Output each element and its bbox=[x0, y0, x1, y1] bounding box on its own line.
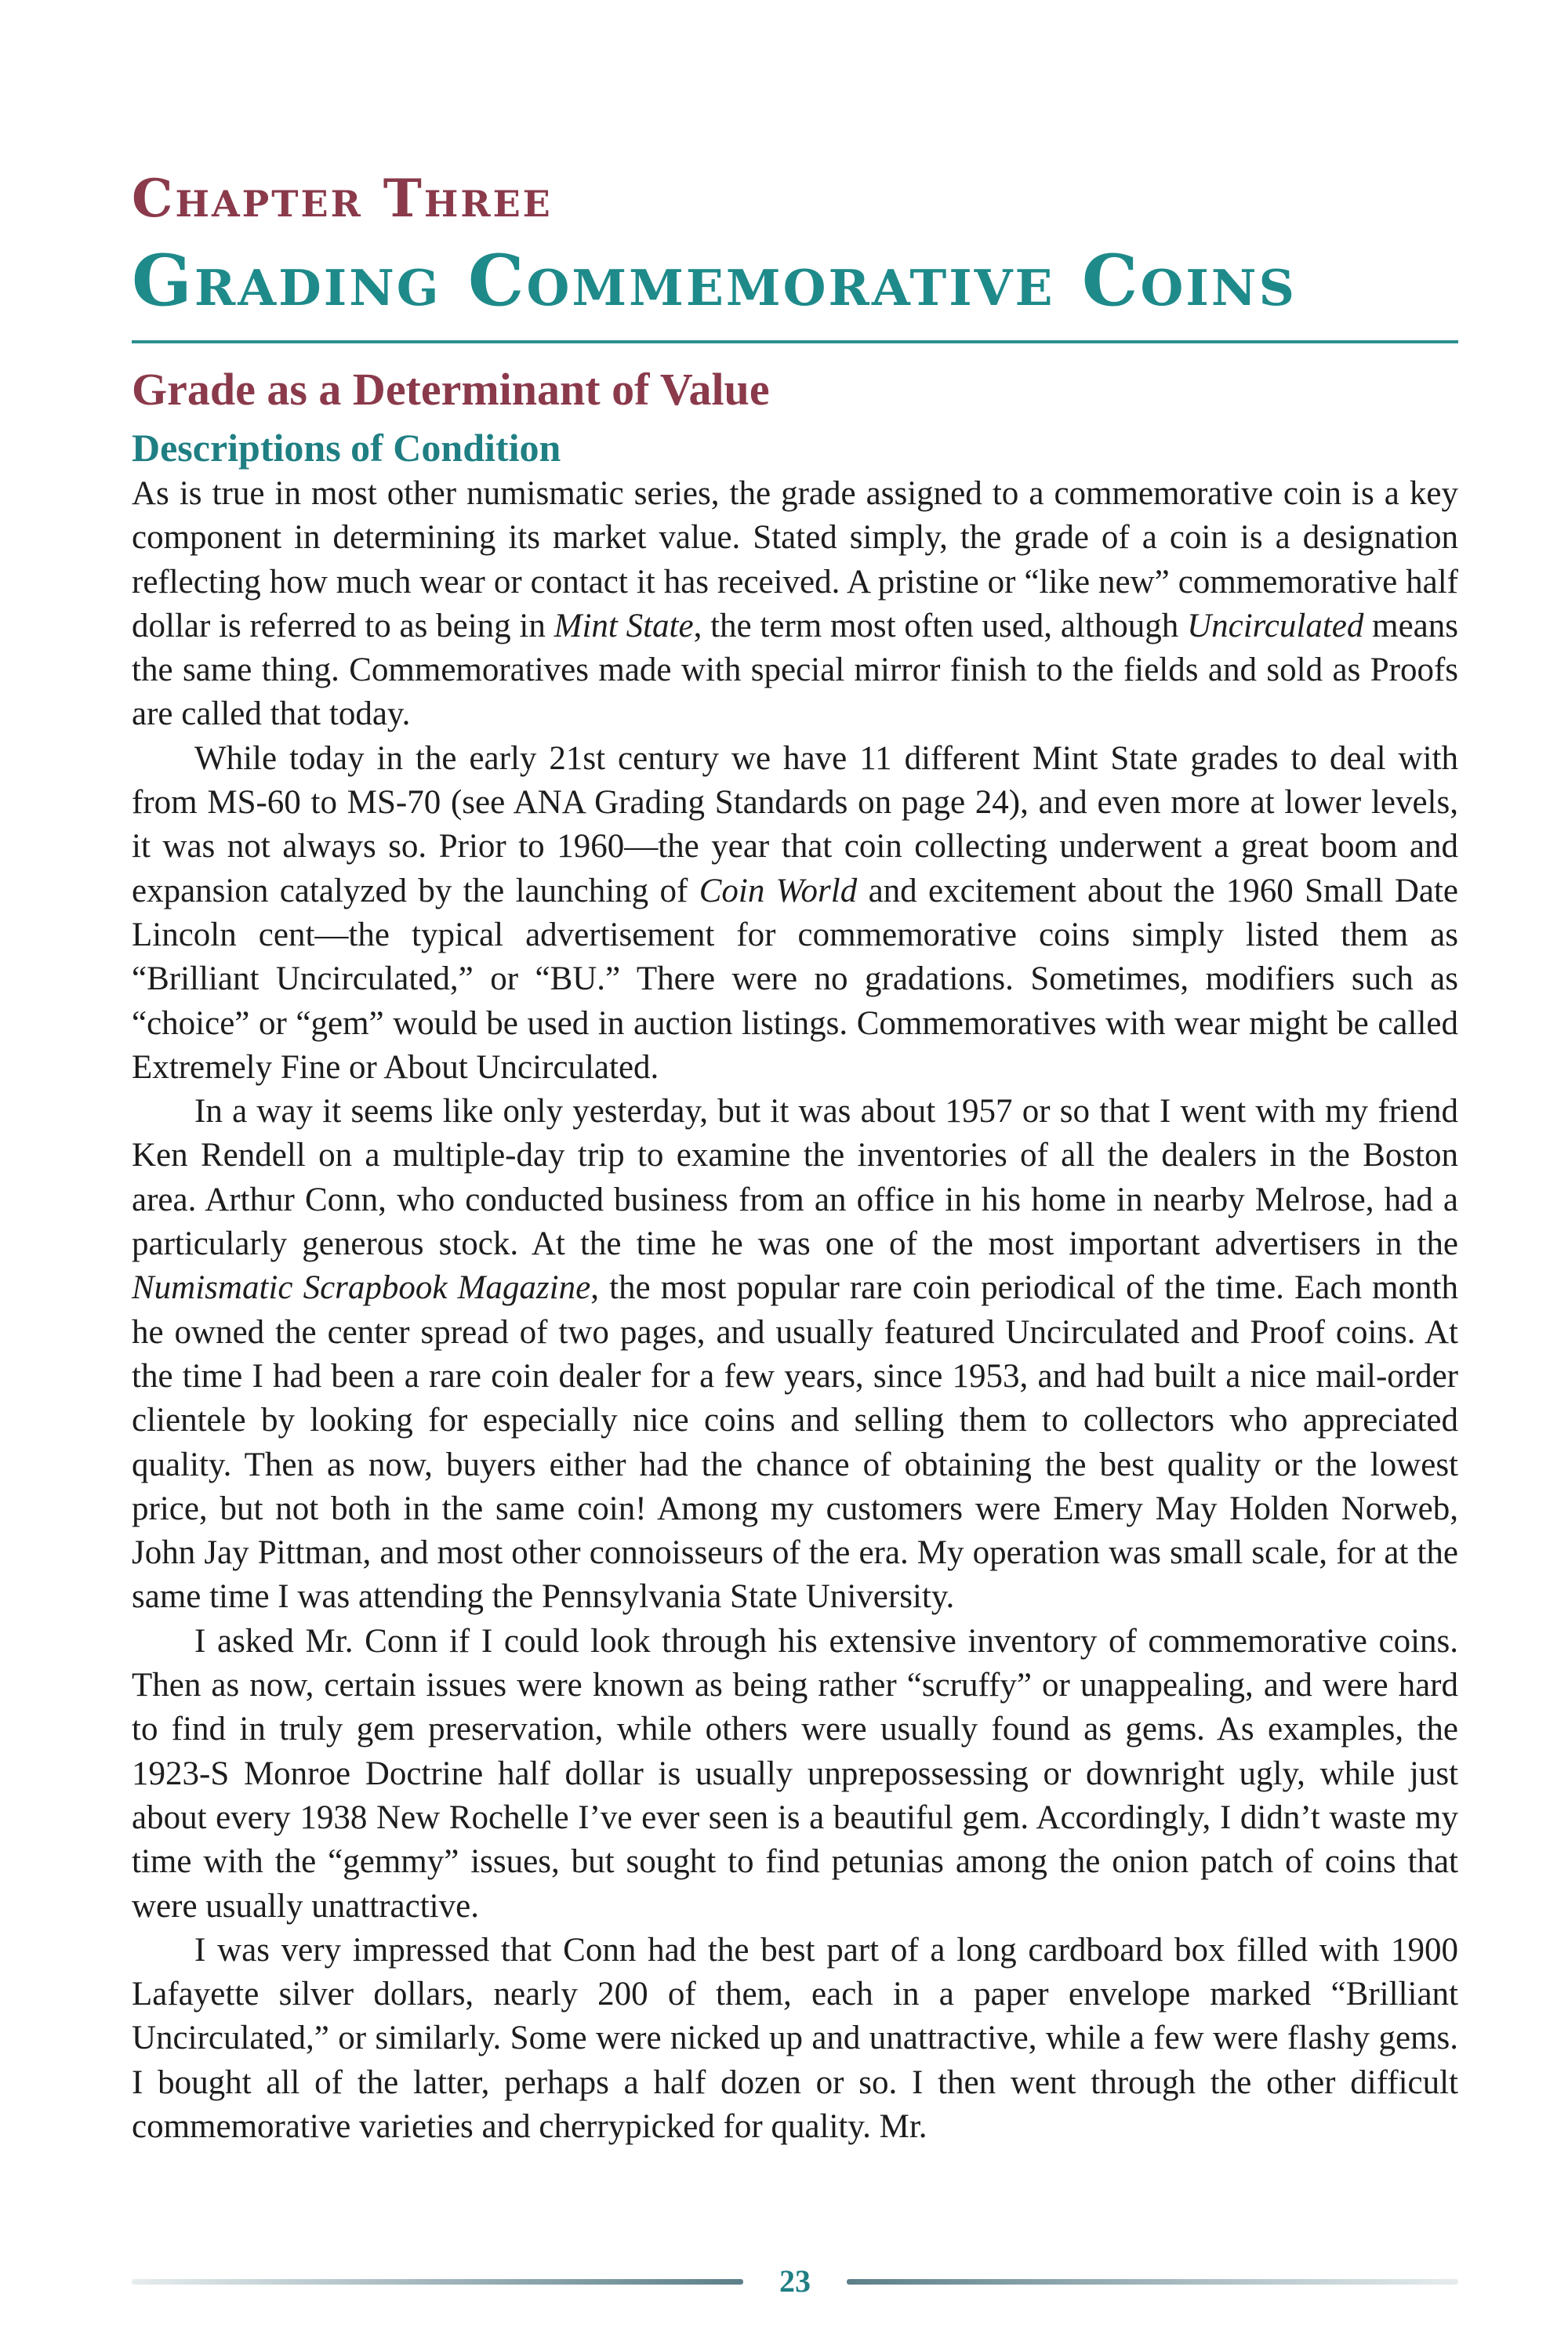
subsection-heading: Descriptions of Condition bbox=[132, 426, 561, 470]
body-text bbox=[132, 472, 1458, 2149]
page-content bbox=[132, 165, 1458, 2149]
title-rule bbox=[132, 340, 1458, 343]
paragraph-text: means the same thing. Commemoratives made with special mirror finish to the fields and sold as Proofs are called that today. bbox=[132, 607, 1458, 733]
paragraph-text: , the most popular rare coin periodical of the time. Each month he owned the center spread of two pages, and usually featured Uncirculated and Proof coins. At the time I had been a rare coin dealer for a few years, since 1953, and had built a nice mail-order clientele by looking for especially nice coins and selling them to collectors who appreciated quality. Then as now, buyers either had the chance of obtaining the best quality or the lowest price, but not both in the same coin! Among my customers were Emery May Holden Norweb, John Jay Pittman, and most other connoisseurs of the era. My operation was small scale, for at the same time I was attending the Pennsylvania State University. bbox=[132, 1269, 1458, 1616]
paragraph-text: I asked Mr. Conn if I could look through his extensive inventory of commemorative coins. Then as now, certain issues were known as being rather “scruffy” or unappealing, and were hard to find in truly gem preservation, while others were usually found as gems. As examples, the 1923-S Monroe Doctrine half dollar is usually unprepossessing or downright ugly, while just about every 1938 New Rochelle I’ve ever seen is a beautiful gem. Accordingly, I didn’t waste my time with the “gemmy” issues, but sought to find petunias among the onion patch of coins that were usually unattractive. bbox=[132, 1622, 1458, 1925]
chapter-label: Chapter Three bbox=[132, 168, 553, 229]
paragraph-text: While today in the early 21st century we have 11 different Mint State grades to deal with from MS-60 to MS-70 (see ANA Grading Standards on page 24), and even more at lower levels, it was not always so. Prior to 1960—the year that coin collecting underwent a great boom and expansion catalyzed by the launching of bbox=[132, 739, 1458, 909]
italic-title-text: Coin World bbox=[699, 872, 858, 909]
body-paragraph bbox=[132, 737, 1458, 1090]
paragraph-text: , the term most often used, although bbox=[693, 607, 1188, 644]
section-heading: Grade as a Determinant of Value bbox=[132, 364, 770, 415]
page-number: 23 bbox=[779, 2263, 811, 2299]
body-paragraph bbox=[132, 1620, 1458, 1929]
paragraph-text: As is true in most other numismatic series, the grade assigned to a commemorative coin is a key component in determining its market value. Stated simply, the grade of a coin is a designation reflecting how much wear or contact it has received. A pristine or “like new” commemorative half dollar is referred to as being in bbox=[132, 475, 1458, 644]
chapter-title: Grading Commemorative Coins bbox=[132, 239, 1297, 322]
footer-rule-right bbox=[847, 2279, 1458, 2285]
body-paragraph bbox=[132, 1929, 1458, 2149]
paragraph-text: In a way it seems like only yesterday, but it was about 1957 or so that I went with my friend Ken Rendell on a multiple-day trip to examine the inventories of all the dealers in the Boston area. Arthur Conn, who conducted business from an office in his home in nearby Melrose, had a particularly generous stock. At the time he was one of the most important advertisers in the bbox=[132, 1093, 1458, 1263]
italic-title-text: Mint State bbox=[554, 607, 694, 644]
body-paragraph bbox=[132, 472, 1458, 737]
paragraph-text: I was very impressed that Conn had the best part of a long cardboard box filled with 1900 Lafayette silver dollars, nearly 200 of them, each in a paper envelope marked “Brilliant Uncirculated,” or similarly. Some were nicked up and unattractive, while a few were flashy gems. I bought all of the latter, perhaps a half dozen or so. I then went through the other difficult commemorative varieties and cherrypicked for quality. Mr. bbox=[132, 1931, 1458, 2145]
paragraph-text: and excitement about the 1960 Small Date Lincoln cent—the typical advertisement for commemorative coins simply listed them as “Brilliant Uncirculated,” or “BU.” There were no gradations. Sometimes, modifiers such as “choice” or “gem” would be used in auction listings. Commemoratives with wear might be called Extremely Fine or About Uncirculated. bbox=[132, 872, 1459, 1086]
body-paragraph bbox=[132, 1090, 1458, 1620]
italic-title-text: Numismatic Scrapbook Magazine bbox=[132, 1269, 591, 1307]
page-footer bbox=[132, 2262, 1458, 2301]
italic-title-text: Uncirculated bbox=[1187, 607, 1364, 644]
